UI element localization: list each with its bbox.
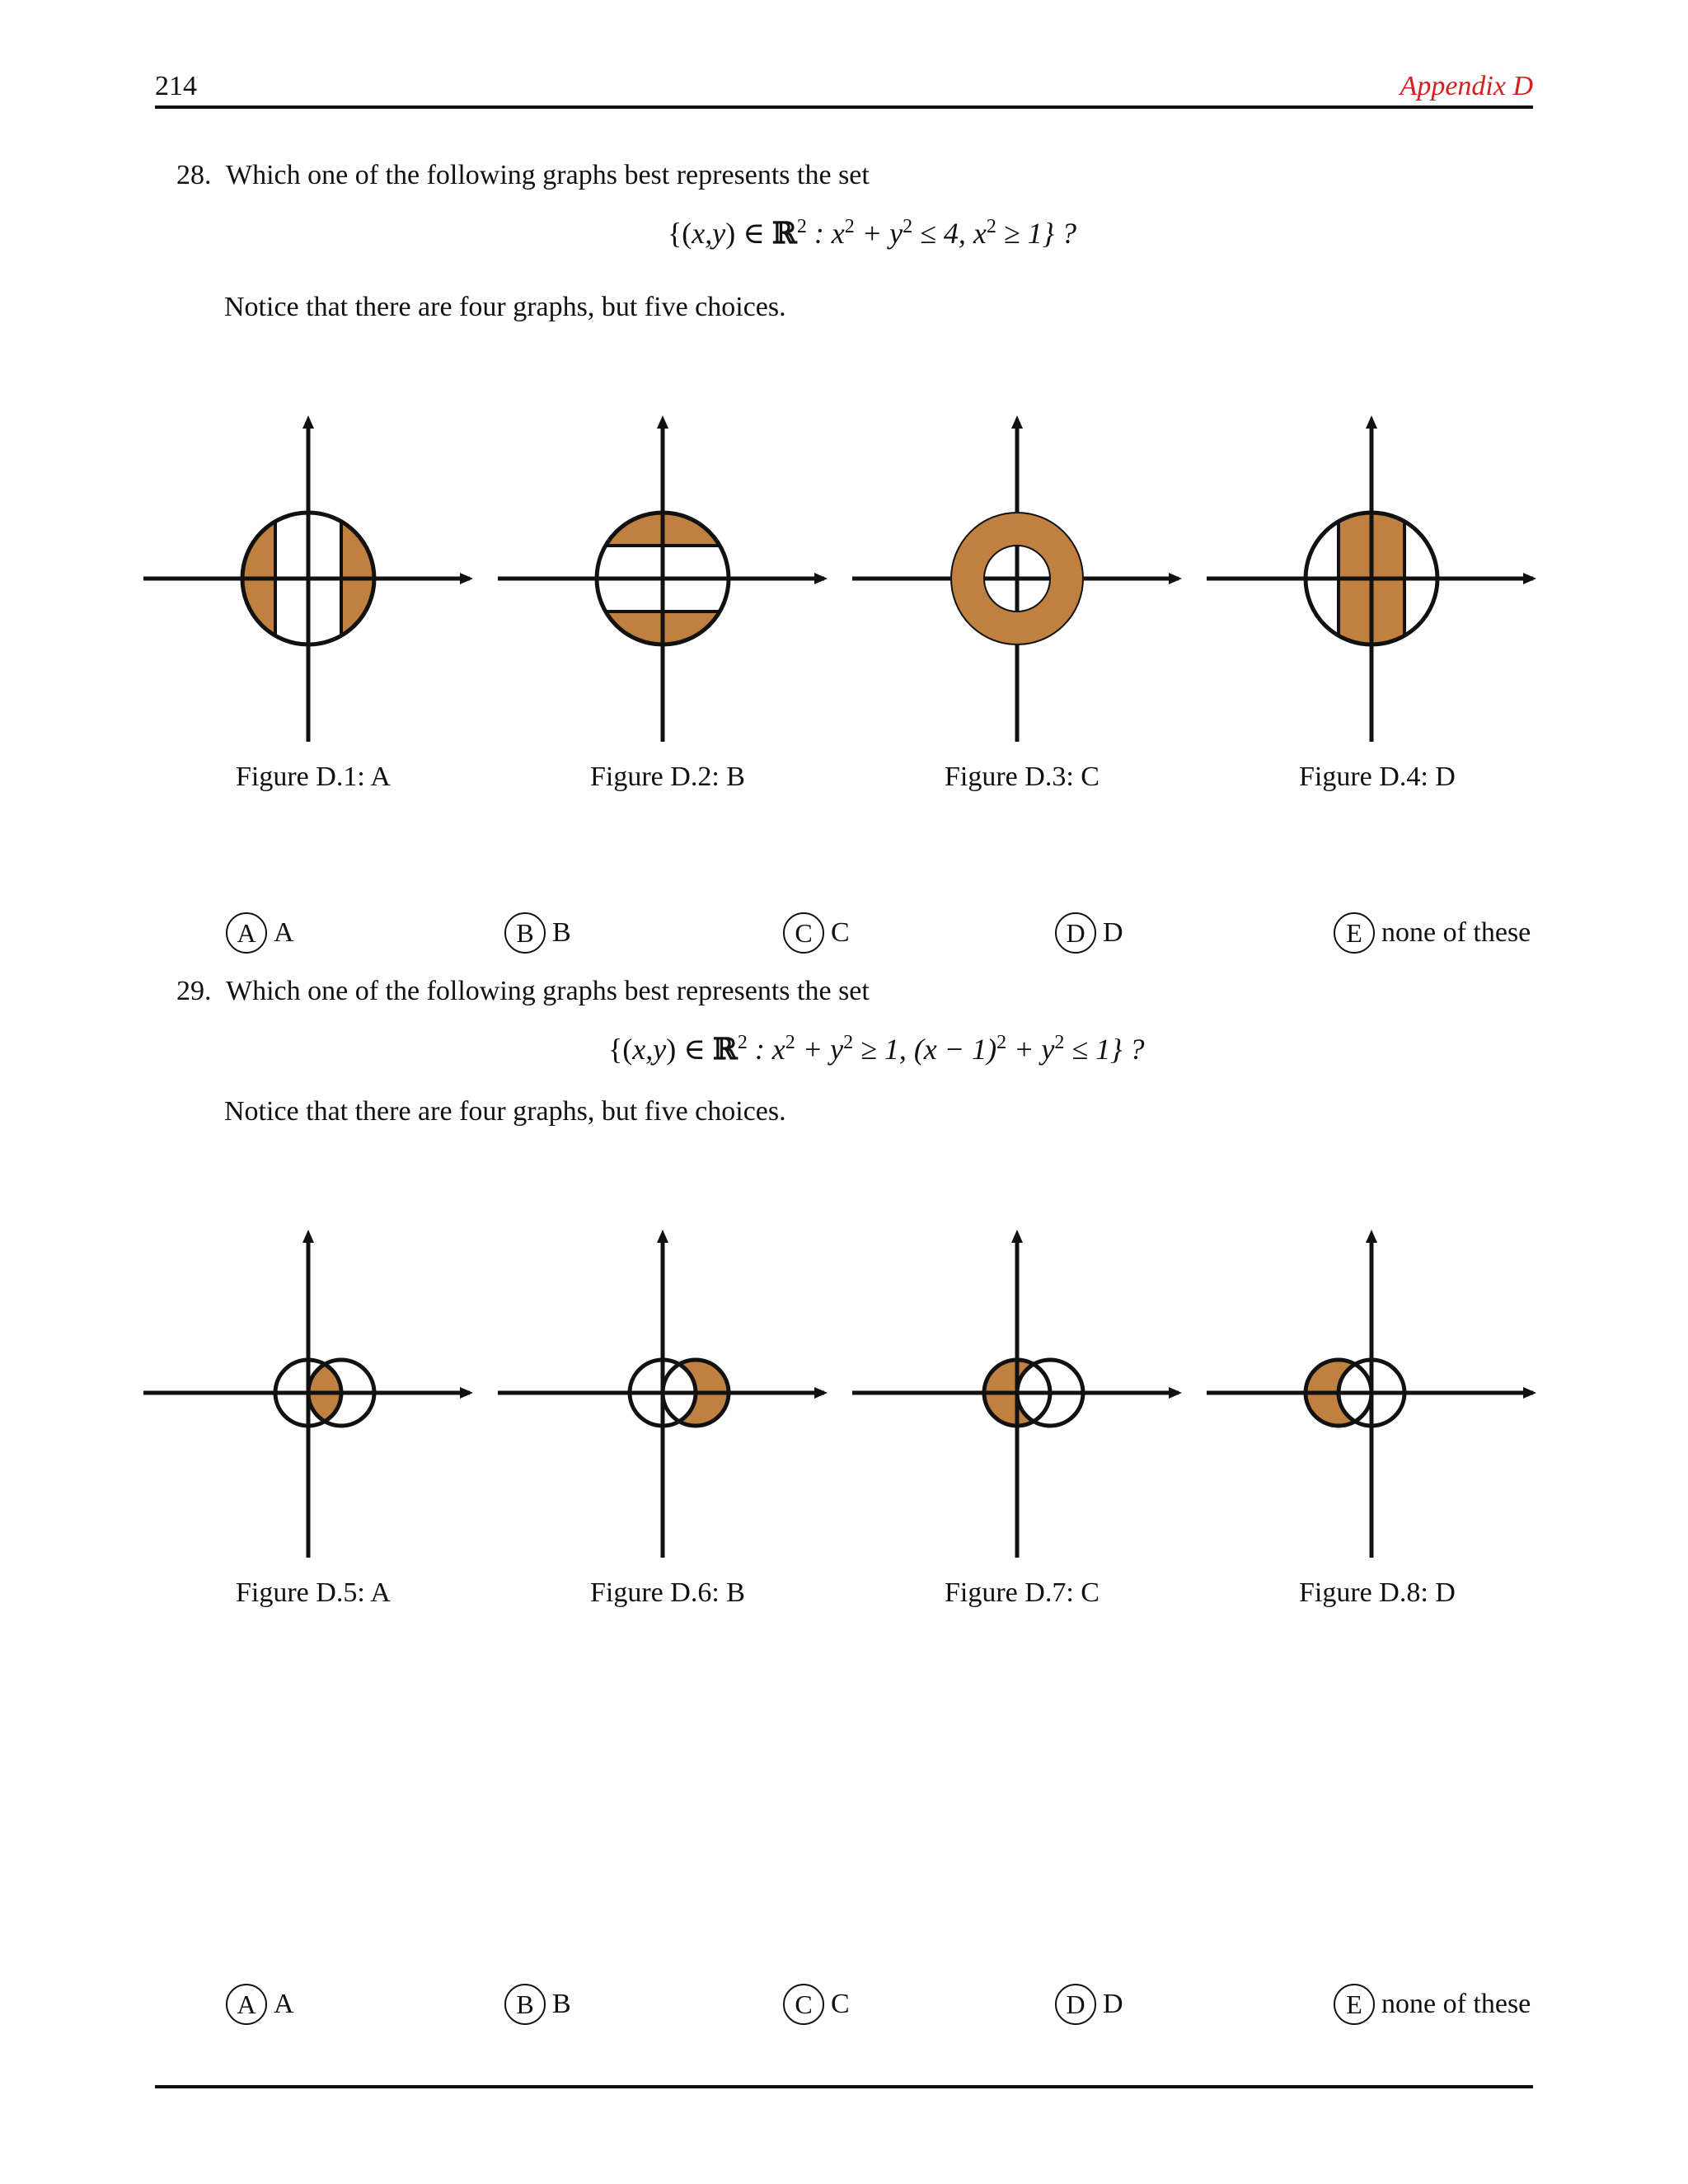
choice-bubble-a[interactable]: A <box>226 912 267 954</box>
header-rule <box>155 105 1533 109</box>
choice-label: B <box>552 1989 571 2019</box>
choice-label: A <box>274 917 294 948</box>
choice-bubble-d[interactable]: D <box>1055 1984 1096 2025</box>
choice-bubble-a[interactable]: A <box>226 1984 267 2025</box>
question-28-notice: Notice that there are four graphs, but five choices. <box>224 292 786 322</box>
question-28-number: 28. <box>176 160 212 190</box>
figure-d5 <box>140 1228 486 1558</box>
question-28-formula: {(x,y) ∈ ℝ$^2$ : $x^2 + y^2 \le 4$, $x^2 \ge 1$} ? <box>668 216 1076 251</box>
figure-d4-caption: Figure D.4: D <box>1299 762 1456 792</box>
q29-choice-e[interactable] <box>1334 1981 1531 2027</box>
choice-label: none of these <box>1381 1989 1531 2019</box>
q29-choice-a[interactable] <box>226 1981 294 2027</box>
figure-d5-caption: Figure D.5: A <box>236 1577 391 1608</box>
q28-choice-b[interactable] <box>504 910 571 956</box>
choice-bubble-e[interactable]: E <box>1334 1984 1375 2025</box>
question-29-text: Which one of the following graphs best represents the set <box>226 976 870 1006</box>
figure-d1-caption: Figure D.1: A <box>236 762 391 792</box>
choice-label: D <box>1103 917 1123 948</box>
figure-d8-caption: Figure D.8: D <box>1299 1577 1456 1608</box>
question-29-number: 29. <box>176 976 212 1006</box>
choice-bubble-b[interactable]: B <box>504 1984 546 2025</box>
choice-label: D <box>1103 1989 1123 2019</box>
page-number: 214 <box>155 71 197 101</box>
choice-label: A <box>274 1989 294 2019</box>
choice-label: C <box>831 1989 850 2019</box>
question-29-notice: Notice that there are four graphs, but five choices. <box>224 1096 786 1127</box>
footer-rule <box>155 2085 1533 2088</box>
q28-choice-d[interactable] <box>1055 910 1123 956</box>
q28-choice-c[interactable] <box>783 910 850 956</box>
figure-d2 <box>495 412 841 742</box>
choice-bubble-c[interactable]: C <box>783 912 824 954</box>
q29-choice-d[interactable] <box>1055 1981 1123 2027</box>
choice-bubble-e[interactable]: E <box>1334 912 1375 954</box>
figure-d3 <box>849 412 1195 742</box>
figure-d7 <box>849 1228 1195 1558</box>
choice-label: C <box>831 917 850 948</box>
figure-d4 <box>1203 412 1550 742</box>
q29-choice-c[interactable] <box>783 1981 850 2027</box>
choice-label: none of these <box>1381 917 1531 948</box>
figure-d2-caption: Figure D.2: B <box>590 762 745 792</box>
q28-choice-a[interactable] <box>226 910 294 956</box>
figure-d8 <box>1203 1228 1550 1558</box>
figure-d7-caption: Figure D.7: C <box>945 1577 1100 1608</box>
choice-label: B <box>552 917 571 948</box>
figure-d1 <box>140 412 486 742</box>
choice-bubble-c[interactable]: C <box>783 1984 824 2025</box>
q28-choice-e[interactable] <box>1334 910 1531 956</box>
choice-bubble-d[interactable]: D <box>1055 912 1096 954</box>
question-29-formula: {(x,y) ∈ ℝ$^2$ : $x^2 + y^2 \ge 1$, $(x - 1)^2 + y^2 \le 1$} ? <box>608 1032 1145 1066</box>
question-28-text: Which one of the following graphs best represents the set <box>226 160 870 190</box>
chapter-title: Appendix D <box>1400 71 1533 101</box>
figure-d6-caption: Figure D.6: B <box>590 1577 745 1608</box>
q29-choice-b[interactable] <box>504 1981 571 2027</box>
figure-d3-caption: Figure D.3: C <box>945 762 1100 792</box>
figure-d6 <box>495 1228 841 1558</box>
choice-bubble-b[interactable]: B <box>504 912 546 954</box>
